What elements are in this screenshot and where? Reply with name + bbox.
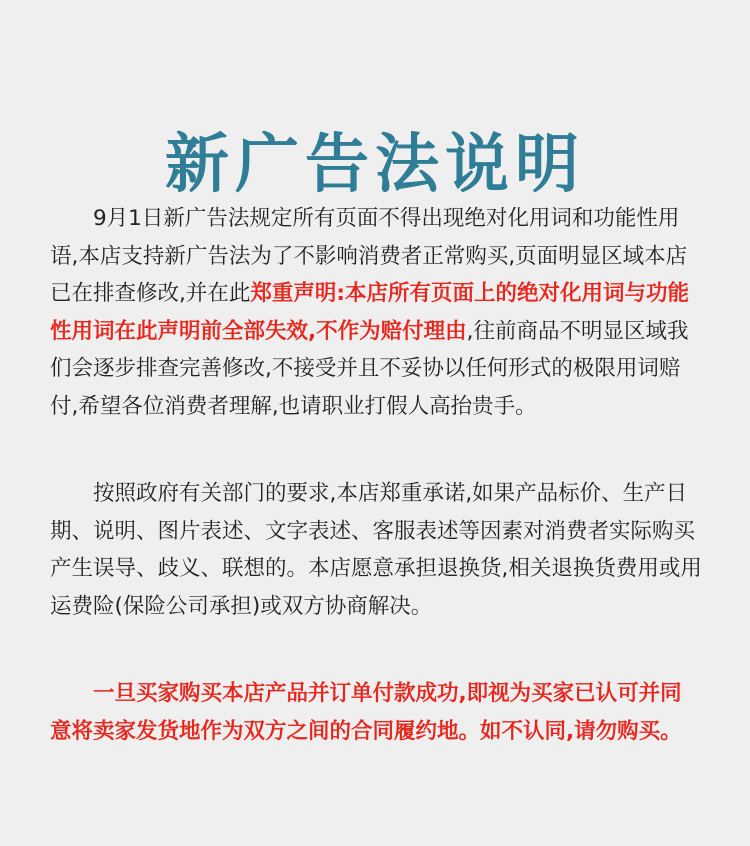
statement-paragraph [50, 200, 702, 425]
statement-text-after: ,往前商品不明显区域我们会逐步排查完善修改,不接受并且不妥协以任何形式的极限用词赔付,希望各位消费者理解,也请职业打假人高抬贵手。 [50, 318, 689, 419]
commitment-paragraph: 按照政府有关部门的要求,本店郑重承诺,如果产品标价、生产日期、说明、图片表述、文字表述、客服表述等因素对消费者实际购买产生误导、歧义、联想的。本店愿意承担退换货,相关退换货费用或用运费险(保险公司承担)或双方协商解决。 [50, 481, 702, 619]
contract-location-paragraph: 一旦买家购买本店产品并订单付款成功,即视为买家已认可并同意将卖家发货地作为双方之间的合同履约地。如不认同,请勿购买。 [50, 681, 682, 744]
statement-text-before: 9月1日新广告法规定所有页面不得出现绝对化用词和功能性用语,本店支持新广告法为了不影响消费者正常购买,页面明显区域本店已在排查修改,并在此 [50, 206, 688, 306]
page-title: 新广告法说明 [165, 127, 585, 202]
statement-highlight: 郑重声明:本店所有页面上的绝对化用词与功能性用词在此声明前全部失效,不作为赔付理由 [50, 281, 689, 344]
